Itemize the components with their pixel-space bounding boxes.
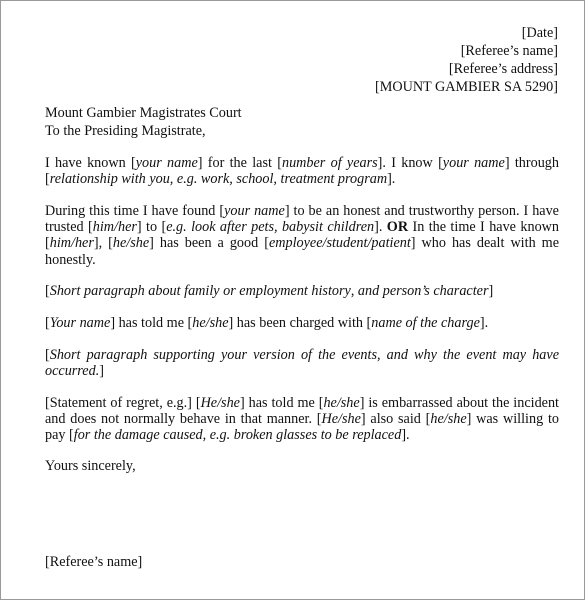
text-run: ] is embarrassed about the incident and does not normally behave in that manner. [: [45, 395, 559, 428]
placeholder-run: your name: [135, 155, 198, 171]
recipient-block: [45, 104, 559, 140]
paragraph-regret: [45, 395, 559, 444]
referee-address-block: [375, 24, 558, 96]
text-run: ] has been charged with [: [228, 315, 372, 331]
text-run: During this time I have found [: [45, 203, 225, 219]
text-run: ] to [: [136, 219, 167, 236]
signature-placeholder: [Referee’s name]: [45, 554, 143, 570]
paragraph-events: [45, 347, 559, 379]
text-run: [: [45, 347, 50, 363]
referee-name-placeholder: [Referee’s name]: [460, 43, 558, 59]
placeholder-run: name of the charge: [371, 315, 480, 331]
placeholder-run: employee/student/patient: [268, 235, 411, 252]
placeholder-run: your name: [224, 203, 285, 219]
placeholder-run: he/she: [192, 315, 229, 331]
placeholder-run: your name: [442, 155, 505, 171]
placeholder-run: relationship with you, e.g. work, school, treatment program: [49, 171, 388, 188]
text-run: [: [45, 315, 50, 331]
text-run: ] has been a good [: [149, 235, 269, 252]
placeholder-run: number of years: [281, 155, 378, 171]
text-run: In the time I have known [: [45, 219, 560, 252]
paragraph-trust: [45, 203, 559, 268]
paragraph-history: [45, 283, 559, 299]
placeholder-run: He/she: [200, 395, 240, 411]
placeholder-run: he/she: [430, 411, 467, 428]
placeholder-run: Short paragraph supporting your version of the events, and why the event may have occurred.: [45, 347, 559, 380]
referee-address-placeholder: [Referee’s address]: [448, 61, 558, 77]
text-run: ].: [387, 171, 396, 188]
placeholder-run: e.g. look after pets, babysit children: [166, 219, 375, 236]
text-run: ] through [: [45, 155, 559, 188]
text-run: ], [: [93, 235, 113, 252]
text-run: ]: [488, 283, 494, 299]
text-run: ]: [99, 363, 104, 380]
placeholder-run: him/her: [92, 219, 137, 236]
or-emphasis: OR: [386, 219, 409, 236]
placeholder-run: Your name: [49, 315, 111, 331]
placeholder-run: and person’s character: [357, 283, 489, 299]
text-run: ].: [401, 427, 410, 444]
text-run: ] for the last [: [197, 155, 282, 171]
text-run: [Statement of regret, e.g.] [: [45, 395, 201, 411]
text-run: ] to be an honest and trustworthy person. I have trusted [: [45, 203, 559, 236]
text-run: [: [45, 283, 50, 299]
text-run: I have known [: [45, 155, 136, 171]
text-run: ] also said [: [360, 411, 431, 428]
text-run: ]. I know [: [377, 155, 443, 171]
location-line: [MOUNT GAMBIER SA 5290]: [374, 79, 558, 95]
placeholder-run: He/she: [321, 411, 361, 428]
text-run: ] was willing to pay [: [45, 411, 559, 444]
text-run: ] has told me [: [239, 395, 324, 411]
text-run: ].: [479, 315, 489, 331]
paragraph-charge: [45, 315, 559, 331]
paragraph-known-relationship: [45, 155, 559, 187]
court-name: Mount Gambier Magistrates Court: [45, 105, 242, 121]
date-placeholder: [Date]: [521, 25, 558, 41]
text-run: ] who has dealt with me honestly.: [45, 235, 559, 268]
closing: Yours sincerely,: [45, 458, 136, 474]
placeholder-run: for the damage caused, e.g. broken glasses to be replaced: [73, 427, 402, 444]
placeholder-run: he/she: [323, 395, 360, 411]
text-run: ].: [374, 219, 387, 236]
text-run: ,: [350, 283, 358, 299]
placeholder-run: him/her: [49, 235, 94, 252]
text-run: ] has told me [: [110, 315, 193, 331]
placeholder-run: he/she: [112, 235, 150, 252]
placeholder-run: Short paragraph about family or employment history: [49, 283, 351, 299]
salutation: To the Presiding Magistrate,: [45, 123, 206, 139]
